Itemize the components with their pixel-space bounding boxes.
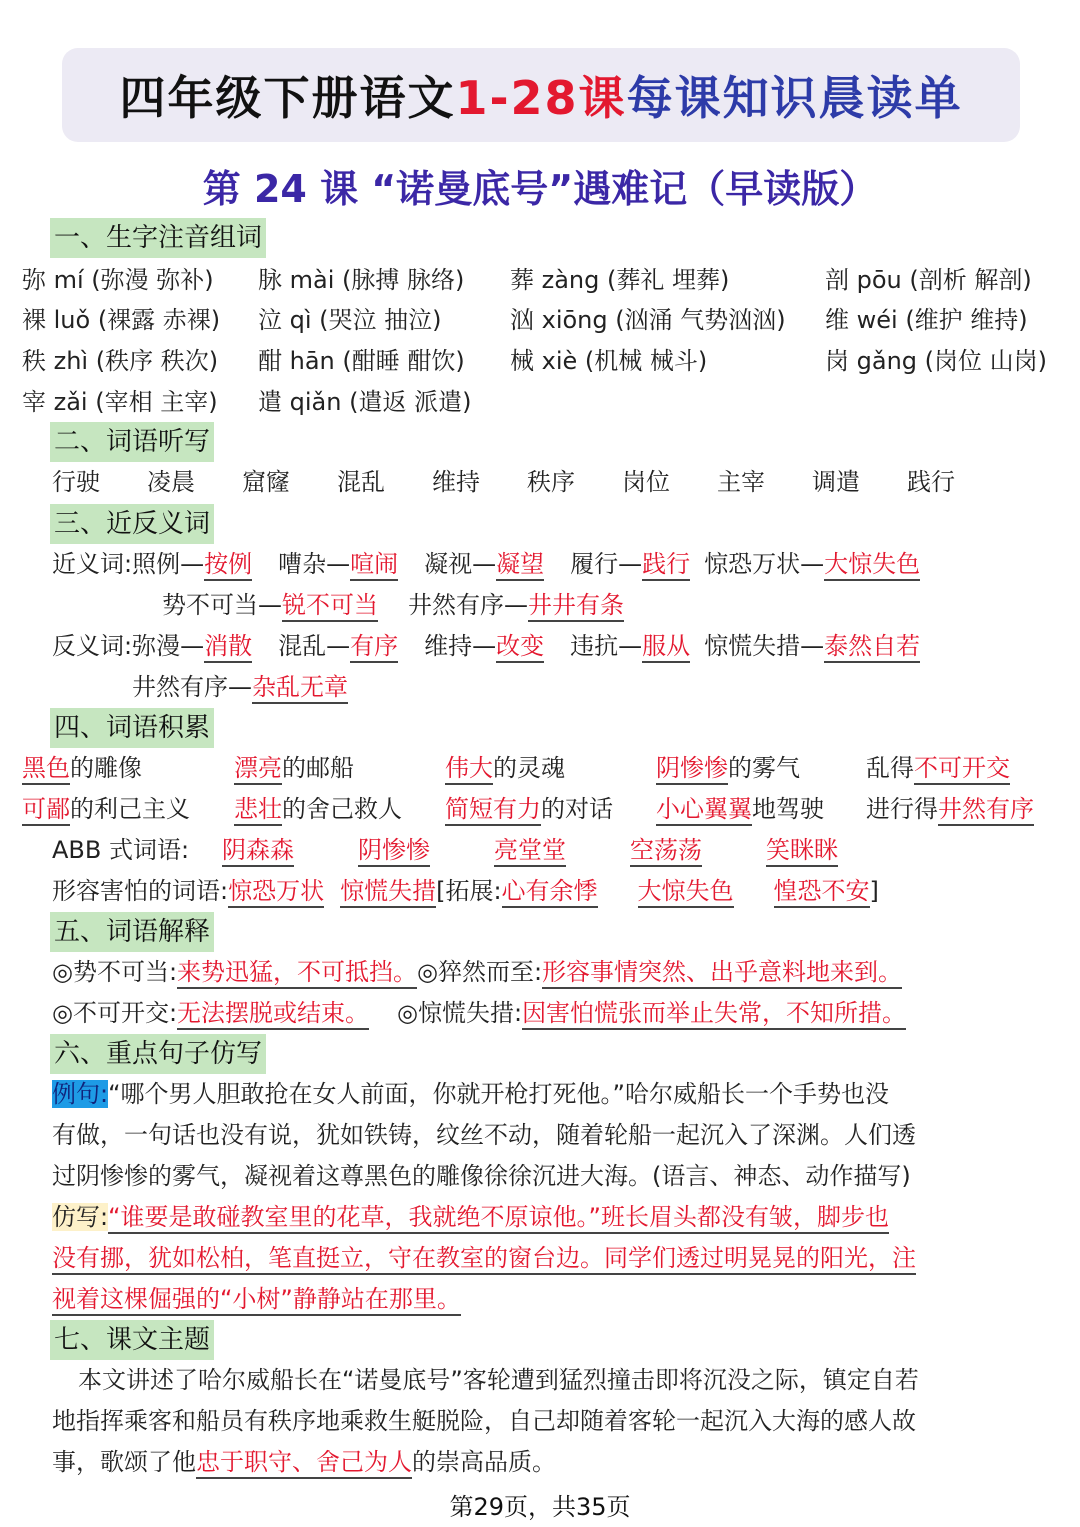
phrase: 乱得不可开交: [866, 750, 1010, 786]
title-part2: 1-28课: [455, 71, 627, 125]
title-banner: [62, 48, 1020, 142]
lesson-title: 第 24 课 “诺曼底号”遇难记（早读版）: [202, 167, 878, 211]
section-heading-4: 四、词语积累: [50, 708, 214, 748]
imitation-line: 视着这棵倔强的“小树”静静站在那里。: [52, 1281, 461, 1317]
abb-word: 空荡荡: [630, 832, 702, 868]
abb-word: 阴惨惨: [358, 832, 430, 868]
section-heading-6: 六、重点句子仿写: [50, 1034, 266, 1074]
fear-words-line: 形容害怕的词语:惊恐万状 惊慌失措[拓展:心有余悸 大惊失色 惶恐不安]: [52, 873, 879, 909]
example-label: 例句:: [52, 1080, 109, 1108]
char-entry: 秩 zhì (秩序 秩次): [22, 347, 219, 375]
phrase: 进行得井然有序: [866, 791, 1034, 827]
char-entry: 剖 pōu (剖析 解剖): [825, 266, 1032, 294]
example-line: 有做，一句话也没有说，犹如铁铸，纹丝不动，随着轮船一起沉入了深渊。人们透: [52, 1121, 916, 1149]
char-entry: 泣 qì (哭泣 抽泣): [258, 306, 442, 334]
section-heading-5: 五、词语解释: [50, 912, 214, 952]
section-heading-3: 三、近反义词: [50, 504, 214, 544]
antonym-line: 反义词:弥漫—消散 混乱—有序 维持—改变 违抗—服从 惊慌失措—泰然自若: [52, 628, 920, 664]
phrase: 伟大的灵魂: [445, 750, 565, 786]
phrase: 黑色的雕像: [22, 750, 142, 786]
theme-line: 地指挥乘客和船员有秩序地乘救生艇脱险，自己却随着客轮一起沉入大海的感人故: [52, 1407, 916, 1435]
phrase: 漂亮的邮船: [234, 750, 354, 786]
char-entry: 维 wéi (维护 维持): [825, 306, 1028, 334]
abb-word: 亮堂堂: [494, 832, 566, 868]
imitation-line: 仿写:“谁要是敢碰教室里的花草，我就绝不原谅他。”班长眉头都没有皱，脚步也: [52, 1199, 889, 1235]
char-entry: 葬 zàng (葬礼 埋葬): [510, 266, 730, 294]
char-entry: 械 xiè (机械 械斗): [510, 347, 708, 375]
synonym-line: 势不可当—锐不可当 井然有序—井井有条: [162, 587, 624, 623]
char-entry: 岗 gǎng (岗位 山岗): [825, 347, 1047, 375]
dictation-word: 践行: [907, 468, 955, 496]
dictation-word: 秩序: [527, 468, 575, 496]
phrase: 阴惨惨的雾气: [656, 750, 800, 786]
dictation-word: 行驶: [52, 468, 100, 496]
abb-label: ABB 式词语:: [52, 836, 190, 864]
synonym-line: 近义词:照例—按例 嘈杂—喧闹 凝视—凝望 履行—践行 惊恐万状—大惊失色: [52, 546, 920, 582]
dictation-word: 混乱: [337, 468, 385, 496]
dictation-word: 主宰: [717, 468, 765, 496]
title-part1: 四年级下册语文: [119, 71, 456, 125]
page-footer: 第29页，共35页: [449, 1493, 631, 1521]
explanation-line: ◎势不可当:来势迅猛，不可抵挡。◎猝然而至:形容事情突然、出乎意料地来到。: [52, 954, 902, 990]
char-entry: 遣 qiǎn (遣返 派遣): [258, 388, 472, 416]
antonym-line: 井然有序—杂乱无章: [132, 669, 348, 705]
section-heading-1: 一、生字注音组词: [50, 218, 266, 258]
char-entry: 裸 luǒ (裸露 赤裸): [22, 306, 221, 334]
char-entry: 汹 xiōng (汹涌 气势汹汹): [510, 306, 786, 334]
phrase: 悲壮的舍己救人: [234, 791, 402, 827]
example-line: 过阴惨惨的雾气，凝视着这尊黑色的雕像徐徐沉进大海。(语言、神态、动作描写): [52, 1162, 911, 1190]
imitation-line: 没有挪，犹如松柏，笔直挺立，守在教室的窗台边。同学们透过明晃晃的阳光，注: [52, 1240, 916, 1276]
section-heading-2: 二、词语听写: [50, 422, 214, 462]
char-entry: 酣 hān (酣睡 酣饮): [258, 347, 465, 375]
example-line: 例句:“哪个男人胆敢抢在女人前面，你就开枪打死他。”哈尔威船长一个手势也没: [52, 1080, 889, 1108]
char-entry: 宰 zǎi (宰相 主宰): [22, 388, 218, 416]
char-entry: 脉 mài (脉搏 脉络): [258, 266, 465, 294]
dictation-word: 岗位: [622, 468, 670, 496]
abb-word: 阴森森: [222, 832, 294, 868]
theme-line: 事，歌颂了他忠于职守、舍己为人的崇高品质。: [52, 1444, 556, 1480]
dictation-word: 调遣: [812, 468, 860, 496]
phrase: 简短有力的对话: [445, 791, 613, 827]
char-entry: 弥 mí (弥漫 弥补): [22, 266, 214, 294]
phrase: 可鄙的利己主义: [22, 791, 190, 827]
title-part3: 每课知识晨读单: [626, 71, 963, 125]
theme-line: 本文讲述了哈尔威船长在“诺曼底号”客轮遭到猛烈撞击即将沉没之际，镇定自若: [78, 1366, 919, 1394]
dictation-word: 凌晨: [147, 468, 195, 496]
abb-word: 笑眯眯: [766, 832, 838, 868]
explanation-line: ◎不可开交:无法摆脱或结束。 ◎惊慌失措:因害怕慌张而举止失常，不知所措。: [52, 995, 906, 1031]
dictation-word: 窟窿: [242, 468, 290, 496]
phrase: 小心翼翼地驾驶: [656, 791, 824, 827]
section-heading-7: 七、课文主题: [50, 1320, 214, 1360]
imitation-label: 仿写:: [52, 1203, 109, 1231]
dictation-word: 维持: [432, 468, 480, 496]
